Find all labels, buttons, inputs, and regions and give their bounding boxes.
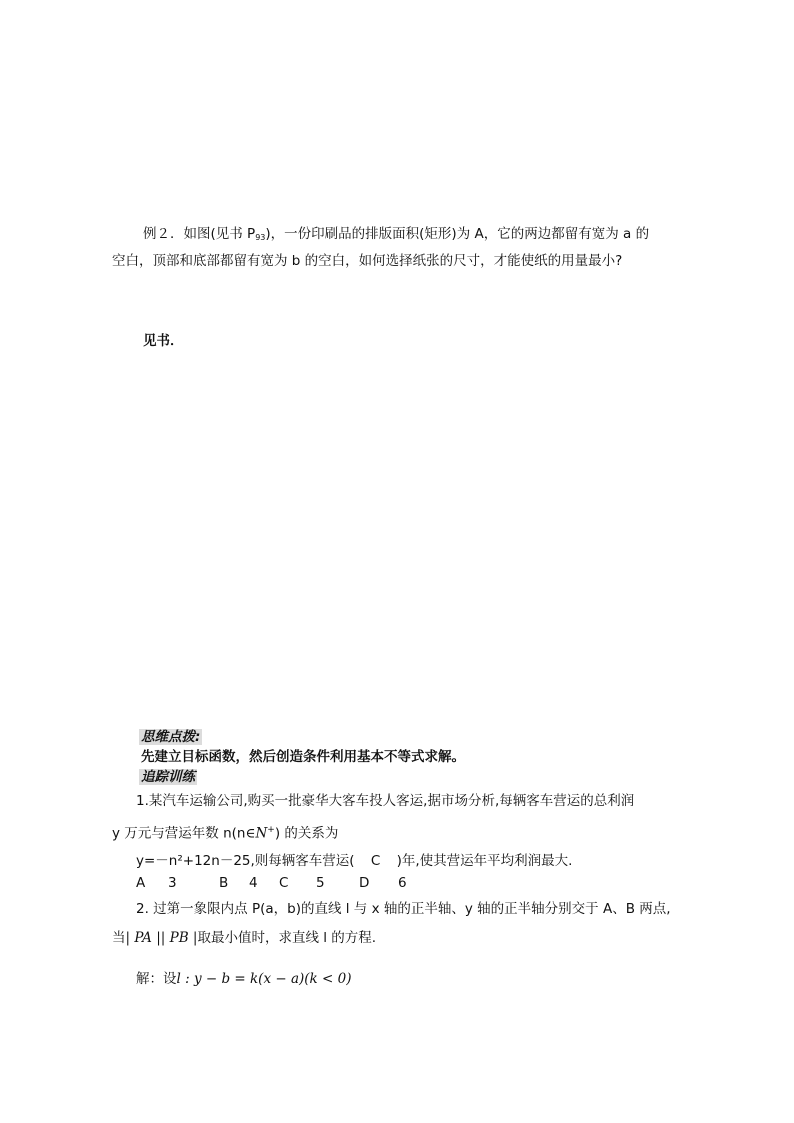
solution-prefix: 解：设 xyxy=(136,971,177,987)
q1-line1: 1.某汽车运输公司,购买一批豪华大客车投人客运,据市场分析,每辆客车营运的总利润 xyxy=(136,793,635,809)
q1-option-d-value: 6 xyxy=(398,875,407,891)
example2-line2: 空白，顶部和底部都留有宽为 b 的空白，如何选择纸张的尺寸，才能使纸的用量最小? xyxy=(112,253,623,269)
answer-reference: 见书． xyxy=(143,333,184,349)
option-letter: A xyxy=(136,875,146,891)
q1-answer: C xyxy=(370,853,381,869)
q1-option-a-value: 3 xyxy=(168,875,177,891)
q2-line2 xyxy=(112,928,376,948)
practice-heading xyxy=(139,767,197,787)
example2-page-sub: 93 xyxy=(255,233,266,242)
q1-line3-suffix: )年,使其营运年平均利润最大. xyxy=(396,853,573,869)
q1-line3 xyxy=(136,851,572,871)
q1-line3-prefix: y=－n²+12n－25,则每辆客车营运( xyxy=(136,853,355,869)
q2-line1: 2. 过第一象限内点 P(a，b)的直线 l 与 x 轴的正半轴、y 轴的正半轴分别交于 A、B 两点, xyxy=(136,901,671,917)
q1-option-c: C xyxy=(279,875,289,891)
q1-option-b-value: 4 xyxy=(249,875,258,891)
thinking-heading-text: 思维点拨: xyxy=(141,729,201,745)
thinking-heading xyxy=(139,727,202,747)
q1-line2 xyxy=(112,820,338,844)
q1-option-d: D xyxy=(359,875,370,891)
solution-line xyxy=(136,969,351,989)
q2-expression: | PA || PB | xyxy=(125,930,198,946)
practice-heading-text: 追踪训练 xyxy=(141,769,195,785)
q1-set-superscript: + xyxy=(267,825,275,835)
q1-option-b: B xyxy=(219,875,229,891)
example2-line1 xyxy=(143,224,649,248)
q1-line2-prefix: y 万元与营运年数 n(n xyxy=(112,825,246,842)
thinking-body: 先建立目标函数，然后创造条件利用基本不等式求解。 xyxy=(141,749,465,765)
example2-line1-suffix: )，一份印刷品的排版面积(矩形)为 A，它的两边都留有宽为 a 的 xyxy=(265,226,650,242)
q1-set-symbol: N xyxy=(255,825,268,842)
q2-line2-suffix: 取最小值时，求直线 l 的方程. xyxy=(197,930,377,946)
q1-option-a xyxy=(136,873,145,893)
example2-line1-prefix: 例２．如图(见书 P xyxy=(143,226,256,242)
q2-line2-prefix: 当 xyxy=(112,930,126,946)
solution-expression: l : y − b = k(x − a)(k < 0) xyxy=(176,971,352,987)
q1-option-c-value: 5 xyxy=(316,875,325,891)
q1-element-of-symbol: ∈ xyxy=(245,825,256,842)
q1-line2-suffix: ) 的关系为 xyxy=(274,825,339,842)
